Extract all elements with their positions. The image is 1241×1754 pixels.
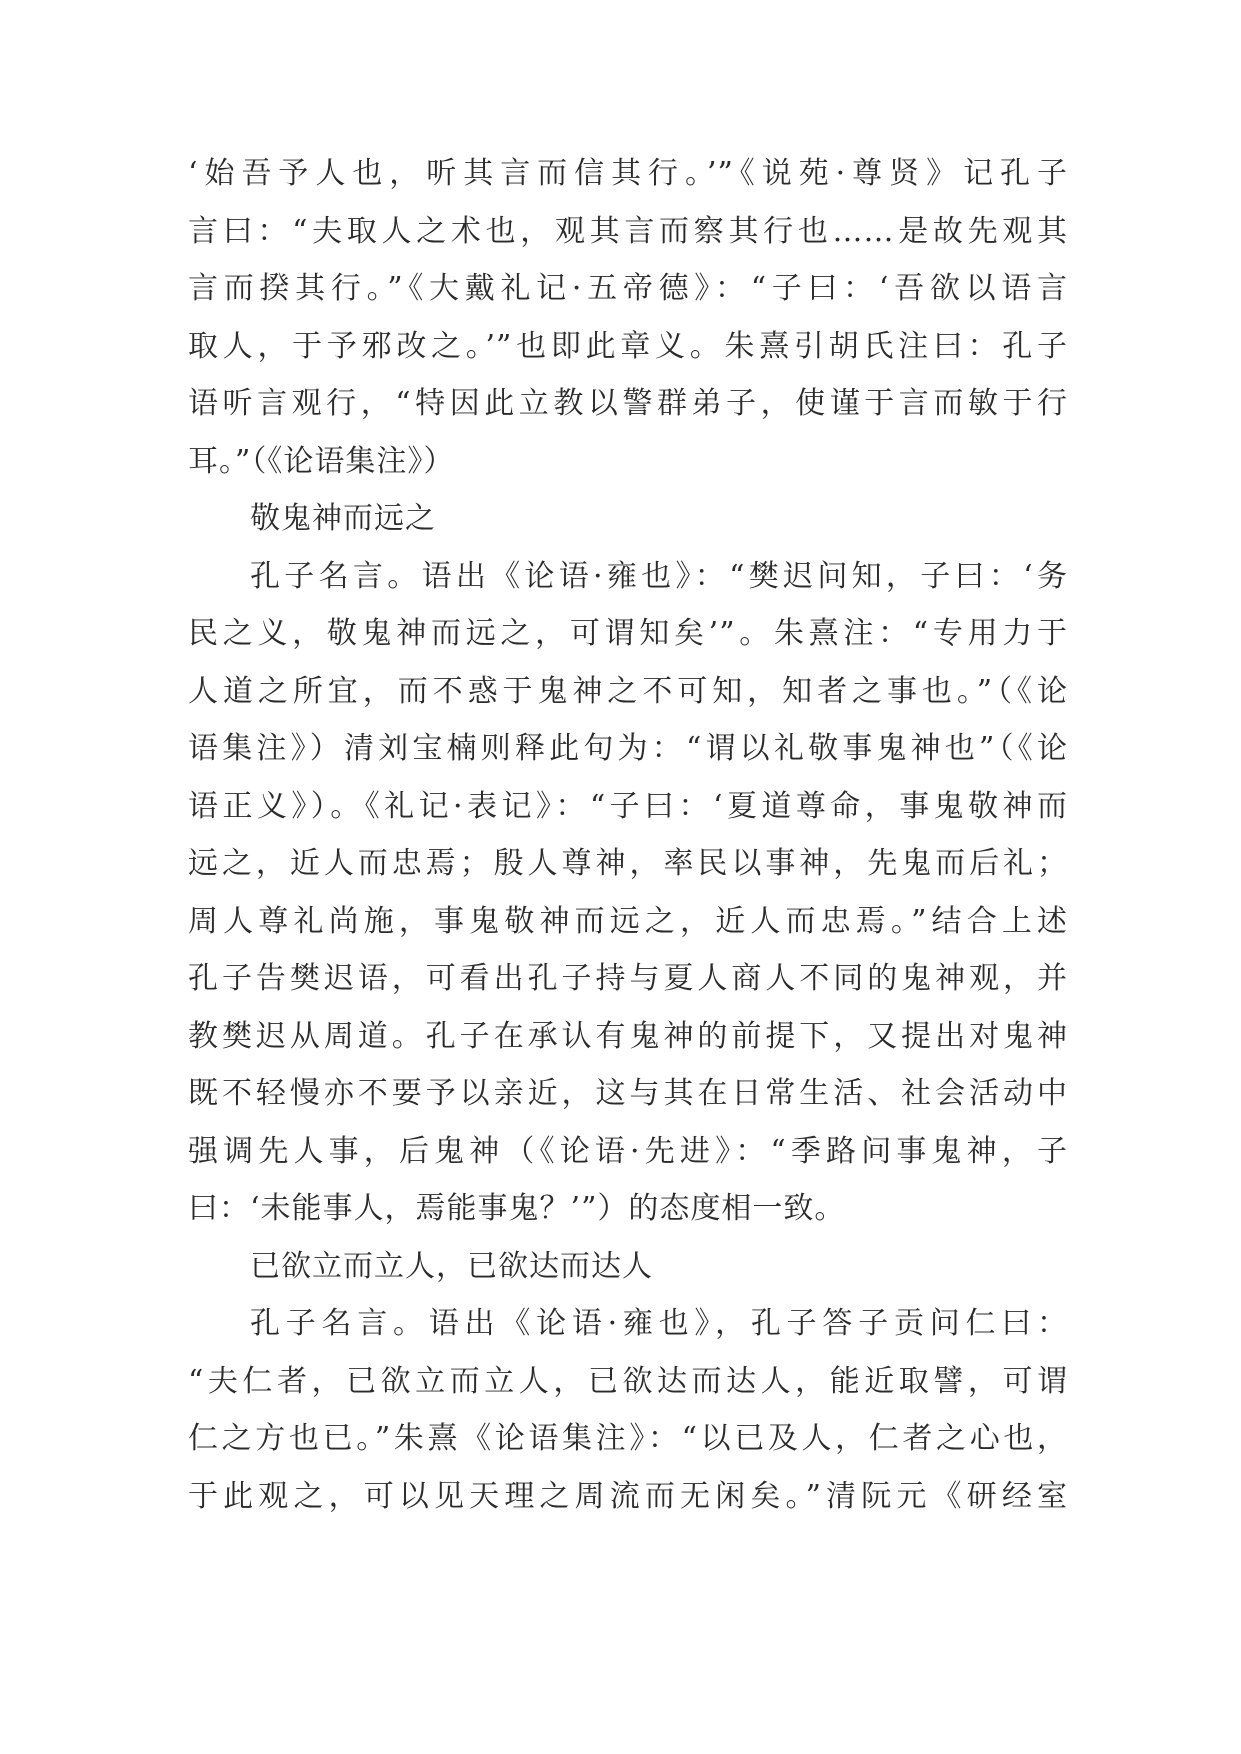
text-line: 人道之所宜，而不惑于鬼神之不可知，知者之事也。”（《论 — [188, 673, 1068, 709]
text-line: ‘始吾予人也，听其言而信其行。’”《说苑·尊贤》记孔子 — [188, 156, 1068, 191]
text-line: 曰：‘未能事人，焉能事鬼？’”）的态度相一致。 — [188, 1191, 846, 1226]
text-line: 语正义》）。《礼记·表记》：“子曰：‘夏道尊命，事鬼敬神而 — [188, 788, 1068, 824]
entry-heading: 已欲立而立人，已欲达而达人 — [250, 1248, 653, 1284]
text-line: 仁之方也已。”朱熹《论语集注》：“以已及人，仁者之心也， — [188, 1421, 1068, 1456]
text-line: 远之，近人而忠焉；殷人尊神，率民以事神，先鬼而后礼； — [188, 846, 1068, 881]
text-line: 言而揆其行。”《大戴礼记·五帝德》：“子曰：‘吾欲以语言 — [188, 271, 1068, 306]
text-line: 孔子告樊迟语，可看出孔子持与夏人商人不同的鬼神观，并 — [188, 961, 1068, 996]
text-line: 取人，于予邪改之。’”也即此章义。朱熹引胡氏注曰：孔子 — [188, 328, 1068, 364]
text-line: 于此观之，可以见天理之周流而无闲矣。”清阮元《研经室 — [188, 1478, 1068, 1514]
text-line: 孔子名言。语出《论语·雍也》，孔子答子贡问仁曰： — [250, 1306, 1068, 1341]
text-line: 周人尊礼尚施，事鬼敬神而远之，近人而忠焉。”结合上述 — [188, 903, 1068, 939]
entry-heading: 敬鬼神而远之 — [250, 501, 436, 536]
text-line: 孔子名言。语出《论语·雍也》：“樊迟问知，子曰：‘务 — [250, 558, 1068, 594]
text-line: 耳。”（《论语集注》） — [188, 443, 455, 479]
text-line: “夫仁者，已欲立而立人，已欲达而达人，能近取譬，可谓 — [188, 1363, 1068, 1399]
text-line: 民之义，敬鬼神而远之，可谓知矣’”。朱熹注：“专用力于 — [188, 616, 1068, 651]
text-line: 语听言观行，“特因此立教以警群弟子，使谨于言而敏于行 — [188, 386, 1068, 421]
text-line: 教樊迟从周道。孔子在承认有鬼神的前提下，又提出对鬼神 — [188, 1018, 1068, 1054]
text-line: 强调先人事，后鬼神（《论语·先进》：“季路问事鬼神，子 — [188, 1133, 1068, 1169]
text-line: 语集注》）清刘宝楠则释此句为：“谓以礼敬事鬼神也”（《论 — [188, 731, 1068, 766]
text-line: 言曰：“夫取人之术也，观其言而察其行也……是故先观其 — [188, 213, 1068, 249]
text-line: 既不轻慢亦不要予以亲近，这与其在日常生活、社会活动中 — [188, 1076, 1068, 1111]
document-page — [188, 145, 1068, 1525]
